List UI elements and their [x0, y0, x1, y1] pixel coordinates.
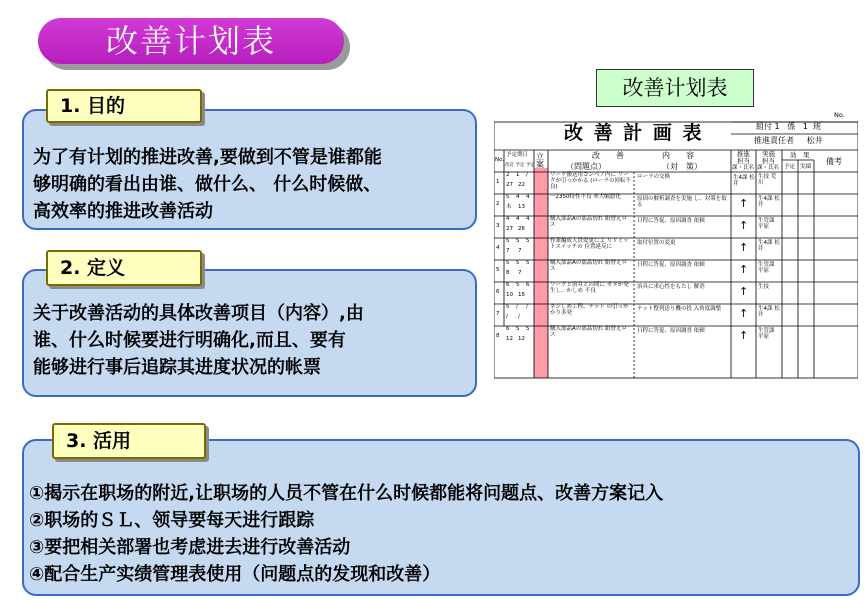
- row-plan: 日程に答促、原因調査 依頼: [637, 218, 705, 224]
- row-promo: ↑: [739, 307, 749, 320]
- hdr-issue-sub: （問題点）: [566, 162, 606, 171]
- row-rev-1: 10: [506, 292, 513, 298]
- purpose-line-3: 高效率的推进改善活动: [33, 201, 213, 222]
- form-title: 改 善 計 画 表: [564, 122, 704, 144]
- row-rev-1: 8: [506, 270, 510, 276]
- kaizen-form: [494, 110, 858, 392]
- hdr-date: 予定期日: [506, 152, 529, 158]
- definition-line-3: 能够进行事后追踪其进度状况的帐票: [33, 357, 321, 378]
- row-date-1: 6: [506, 326, 510, 332]
- row-date-3: 6: [526, 282, 530, 288]
- row-exec: 生4課 松井: [758, 306, 780, 318]
- row-issue: ネジしめ工程、ナット の引っかかり多発: [550, 304, 629, 316]
- row-exec: 生技 荒川: [758, 174, 777, 186]
- row-date-1: 5: [506, 194, 510, 200]
- row-rev-1: 末: [506, 204, 512, 210]
- row-promo: ↑: [739, 197, 749, 210]
- row-issue: 購入部品Aの部品切れ 組替えロス: [550, 326, 628, 338]
- row-no: 2: [496, 201, 500, 207]
- row-rev-2: 7: [518, 270, 522, 276]
- hdr-date-sub1: 改訂: [505, 163, 514, 168]
- row-rev-2: 15: [518, 292, 525, 298]
- row-plan: 治具に求心性をもたし 解消: [637, 284, 705, 290]
- hdr-stance: 立案: [536, 152, 544, 170]
- form-group-mid: 係: [787, 122, 796, 131]
- form-responsible: [754, 137, 823, 145]
- row-date-2: 1: [516, 172, 520, 178]
- row-issue: 一2350特性不良 率大幅悪化: [550, 194, 621, 200]
- row-exec: 生管課 平原: [758, 328, 775, 340]
- row-issue: ワーク搬送用コンベア内に ワークが引っかかる (ローラの回転不良): [550, 172, 631, 190]
- form-group: [756, 123, 821, 131]
- row-promo: ↑: [739, 285, 749, 298]
- row-rev-1: 7: [506, 248, 510, 254]
- row-rev-2: 26: [518, 226, 525, 232]
- row-date-1: 6: [506, 282, 510, 288]
- row-no: 3: [496, 223, 500, 229]
- row-promo: ↑: [739, 241, 749, 254]
- hdr-effect: 効 果: [790, 151, 810, 159]
- hdr-promo: 推進担当: [737, 150, 750, 165]
- row-date-3: /: [526, 304, 528, 310]
- row-date-3: 4: [526, 216, 530, 222]
- row-exec: 生管課 平原: [758, 262, 775, 274]
- row-date-2: 5: [516, 238, 520, 244]
- row-no: 1: [496, 179, 500, 185]
- definition-text: [33, 300, 364, 381]
- row-issue: 購入部品Aの部品切れ 組替えロス: [550, 260, 628, 272]
- row-plan: 日程に答促、原因調査 依頼: [637, 328, 705, 334]
- hdr-eff1: 予定: [784, 164, 796, 170]
- row-date-3: 4: [526, 194, 530, 200]
- form-no-label: No.: [834, 111, 845, 119]
- purpose-text: [33, 144, 382, 225]
- hdr-plan-sub: （対 策）: [662, 162, 702, 171]
- definition-line-2: 谁、什么时候要进行明确化,而且、要有: [33, 330, 346, 351]
- row-promo: ↑: [739, 329, 749, 342]
- row-plan: ローラの交換: [637, 174, 671, 180]
- row-date-1: 5: [506, 304, 510, 310]
- row-rev-1: 27: [506, 182, 513, 188]
- purpose-heading: 1. 目的: [46, 89, 202, 123]
- purpose-line-2: 够明确的看出由谁、做什么、 什么时候做、: [33, 174, 382, 195]
- row-issue: ワークと治具との間に ガタが発生し、かしめ 不良: [550, 282, 629, 294]
- hdr-issue-top: 改 善: [592, 151, 624, 160]
- form-label: 改善计划表: [596, 69, 754, 107]
- row-date-2: /: [516, 304, 518, 310]
- row-promo: ↑: [739, 263, 749, 276]
- row-promo: 生4課 松井: [733, 175, 755, 187]
- row-no: 6: [496, 289, 500, 295]
- usage-line-3: ③要把相关部署也考虑进去进行改善活动: [29, 537, 351, 558]
- row-date-1: 2: [506, 172, 510, 178]
- hdr-date-sub: [505, 164, 535, 169]
- row-rev-2: 22: [518, 182, 525, 188]
- row-date-2: 5: [516, 326, 520, 332]
- row-date-2: 4: [516, 194, 520, 200]
- row-exec: 生4課 松井: [758, 196, 780, 208]
- hdr-promo-sub: 課・氏名: [732, 165, 755, 171]
- row-rev-1: 12: [506, 336, 513, 342]
- row-plan: 原因の解析調査を実施 し、対策を取る: [637, 196, 727, 208]
- page-title: 改善计划表: [38, 18, 344, 64]
- row-rev-2: /: [518, 314, 520, 320]
- hdr-exec-sub: 課・氏名: [757, 165, 780, 171]
- row-date-3: 5: [526, 326, 530, 332]
- row-rev-1: 27: [506, 226, 513, 232]
- row-no: 4: [496, 245, 500, 251]
- row-exec: 生技: [758, 284, 770, 290]
- hdr-date-sub2: 予定: [515, 163, 525, 168]
- row-rev-2: 12: [518, 336, 525, 342]
- stamp-column: [534, 168, 548, 378]
- row-date-2: 5: [516, 282, 520, 288]
- form-resp-name: 松井: [806, 136, 823, 145]
- row-date-3: 5: [526, 260, 530, 266]
- row-date-3: /: [526, 172, 528, 178]
- row-date-1: 5: [506, 260, 510, 266]
- form-resp-label: 推進責任者: [754, 136, 794, 145]
- row-date-2: 4: [516, 216, 520, 222]
- form-group-val: 1: [802, 122, 809, 131]
- purpose-line-1: 为了有计划的推进改善,要做到不管是谁都能: [33, 147, 382, 168]
- row-promo: ↑: [739, 219, 749, 232]
- row-issue: 購入部品Aの部品切れ 組替えロス: [550, 216, 628, 228]
- row-no: 7: [496, 311, 500, 317]
- usage-heading: 3. 活用: [52, 423, 206, 459]
- hdr-no: No.: [495, 157, 505, 163]
- row-date-3: 5: [526, 238, 530, 244]
- row-plan: ナット整列送り機の投 入角度調整: [637, 306, 722, 312]
- hdr-plan-top: 内 容: [662, 151, 694, 160]
- row-issue: 作業編成人員変更によ りリミットスイッチの 位置違反に: [550, 238, 629, 250]
- row-date-1: 5: [506, 238, 510, 244]
- row-exec: 生4課 松井: [758, 240, 780, 252]
- hdr-exec: 実施担当: [762, 150, 775, 165]
- row-rev-2: 7: [518, 248, 522, 254]
- hdr-date-sub3: 予定: [525, 163, 535, 168]
- form-group-suffix: 班: [813, 122, 822, 131]
- row-exec: 生管課 平原: [758, 218, 775, 230]
- usage-line-4: ④配合生产实绩管理表使用（问题点的发现和改善）: [29, 564, 441, 585]
- row-date-1: 4: [506, 216, 510, 222]
- usage-text: [29, 480, 663, 588]
- row-rev-2: 13: [518, 204, 525, 210]
- form-group-prefix: 組付 1: [756, 122, 780, 131]
- hdr-eff2: 実績: [800, 164, 812, 170]
- row-no: 8: [496, 333, 500, 339]
- row-plan: 日程に答促、原因調査 依頼: [637, 262, 705, 268]
- usage-line-2: ②职场的ＳＬ、领导要每天进行跟踪: [29, 510, 315, 531]
- row-no: 5: [496, 267, 500, 273]
- hdr-remarks: 備考: [826, 157, 842, 166]
- row-plan: 取付位置の変更: [637, 240, 676, 246]
- usage-line-1: ①揭示在职场的附近,让职场的人员不管在什么时候都能将问题点、改善方案记入: [29, 483, 664, 504]
- row-rev-1: /: [506, 314, 508, 320]
- definition-line-1: 关于改善活动的具体改善项目（内容）,由: [33, 303, 364, 324]
- definition-heading: 2. 定义: [46, 250, 202, 286]
- row-date-2: 5: [516, 260, 520, 266]
